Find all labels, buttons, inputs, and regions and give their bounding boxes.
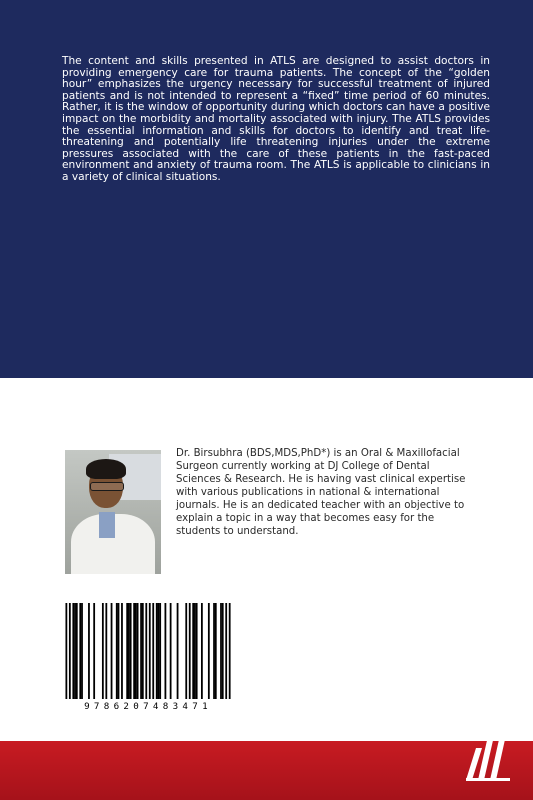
bottom-band xyxy=(0,741,533,800)
barcode xyxy=(62,603,234,713)
barcode-icon xyxy=(62,603,234,699)
author-bio: Dr. Birsubhra (BDS,MDS,PhD*) is an Oral & Maxillofacial Surgeon currently working at DJ College of Dental Sciences & Research. He is having vast clinical expertise with various publications in national & international journals. He is an dedicated teacher with an objective to explain a topic in a way that becomes easy for the students to understand. xyxy=(176,448,466,537)
publisher-logo-icon xyxy=(458,722,518,782)
top-panel xyxy=(0,0,533,378)
book-blurb: The content and skills presented in ATLS are designed to assist doctors in providing emergency care for trauma patients. The concept of the “golden hour” emphasizes the urgency necessary for successful treatment of injured patients and is not intended to represent a “fixed” time period of 60 minutes. Rather, it is the window of opportunity during which doctors can have a positive impact on the morbidity and mortality associated with injury. The ATLS provides the essential information and skills for doctors to identify and treat life-threatening and potentially life threatening injuries under the extreme pressures associated with the care of these patients in the fast-paced environment and anxiety of trauma room. The ATLS is applicable to clinicians in a variety of clinical situations. xyxy=(62,55,490,183)
isbn-number: 9786207483471 xyxy=(84,701,212,712)
author-photo xyxy=(65,450,161,574)
